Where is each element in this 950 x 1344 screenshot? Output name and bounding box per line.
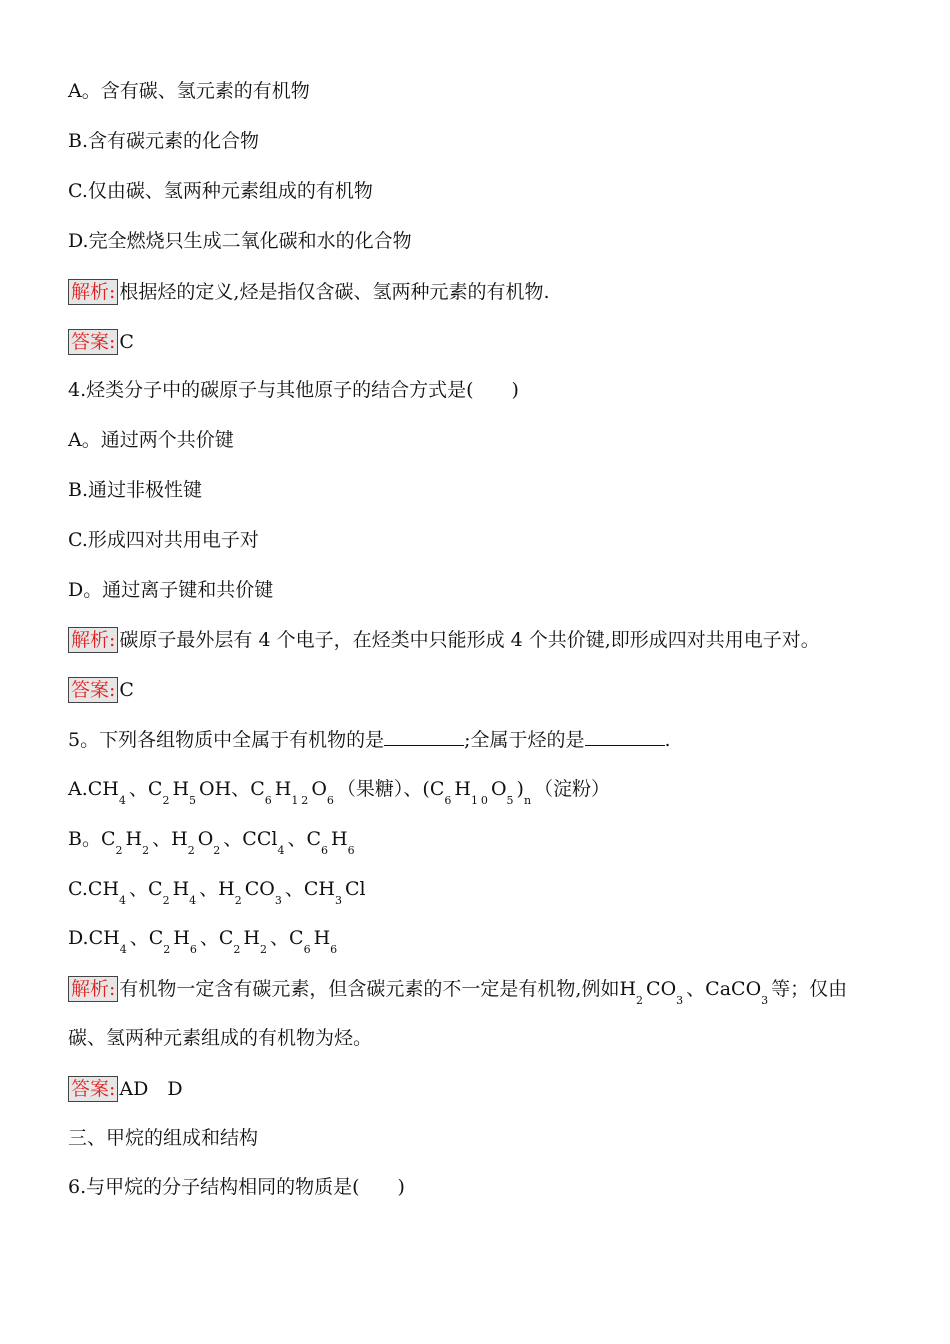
- q5-option-c: [68, 877, 366, 907]
- q5-analysis-cont: 碳、氢两种元素组成的有机物为烃。: [68, 1027, 373, 1049]
- q6-stem: 6.与甲烷的分子结构相同的物质是( ): [68, 1176, 405, 1198]
- subscript: 2: [636, 994, 647, 1007]
- answer-label: 答案:: [68, 677, 118, 703]
- note: （淀粉）: [534, 778, 611, 800]
- subscript: 2: [187, 844, 198, 857]
- subscript: 2: [260, 943, 270, 956]
- answer-blank-1[interactable]: [384, 727, 464, 746]
- subscript: 2: [163, 943, 174, 956]
- analysis-label: 解析:: [68, 279, 118, 305]
- q5-stem-text: 5。下列各组物质中全属于有机物的是: [68, 729, 385, 751]
- option-prefix: A.: [68, 778, 88, 800]
- answer-label: 答案:: [68, 329, 118, 355]
- subscript: 5: [189, 794, 200, 807]
- subscript: 2: [213, 844, 224, 857]
- q5-answer: [68, 1076, 183, 1102]
- separator: 、: [128, 778, 148, 800]
- formula: CH: [303, 878, 335, 900]
- q4-answer: [68, 677, 134, 703]
- subscript: 3: [761, 994, 772, 1007]
- formula: Cl: [345, 878, 366, 900]
- q4-option-d: D。通过离子键和共价键: [68, 579, 274, 601]
- formula: OH: [199, 778, 232, 800]
- formula: CH: [87, 778, 119, 800]
- analysis-text: 等；仅由: [771, 978, 848, 1000]
- q5-stem-end: .: [664, 729, 671, 751]
- subscript: 6: [321, 844, 331, 857]
- subscript: 2: [115, 844, 126, 857]
- answer-text: C: [119, 331, 134, 353]
- q3-option-a: A。含有碳、氢元素的有机物: [68, 80, 310, 102]
- formula: CCl: [242, 828, 278, 850]
- formula: H: [454, 778, 471, 800]
- subscript: 3: [274, 894, 285, 907]
- subscript: 4: [277, 844, 288, 857]
- subscript: 5: [506, 794, 517, 807]
- subscript: 3: [676, 994, 687, 1007]
- answer-text: AD D: [119, 1078, 183, 1100]
- separator: 、: [284, 878, 304, 900]
- analysis-label: 解析:: [68, 976, 118, 1002]
- formula: O: [311, 778, 327, 800]
- q4-option-a: A。通过两个共价键: [68, 429, 234, 451]
- q4-analysis: [68, 627, 820, 653]
- formula: CO: [244, 878, 275, 900]
- formula: C: [289, 927, 304, 949]
- subscript: 10: [470, 794, 491, 807]
- q4-option-b: B.通过非极性键: [68, 479, 203, 501]
- subscript: 2: [233, 943, 244, 956]
- separator: 、: [199, 878, 219, 900]
- answer-label: 答案:: [68, 1076, 118, 1102]
- formula: C: [218, 927, 234, 949]
- q5-stem: [68, 727, 671, 752]
- analysis-text: 根据烃的定义,烃是指仅含碳、氢两种元素的有机物.: [119, 281, 550, 303]
- subscript: 6: [189, 943, 200, 956]
- formula: H: [274, 778, 292, 800]
- q5-option-d: [68, 926, 341, 956]
- subscript: 2: [162, 894, 173, 907]
- option-prefix: C.: [68, 878, 88, 900]
- subscript: 4: [119, 894, 130, 907]
- option-prefix: B。: [68, 828, 101, 850]
- subscript: 6: [264, 794, 275, 807]
- subscript: 4: [189, 894, 200, 907]
- formula: C: [147, 778, 163, 800]
- separator: 、: [129, 878, 149, 900]
- formula: O: [197, 828, 214, 850]
- q3-answer: [68, 329, 134, 355]
- formula: CO: [646, 978, 677, 1000]
- formula: C: [100, 828, 116, 850]
- formula: H: [243, 927, 260, 949]
- separator: 、: [270, 927, 290, 949]
- note: （果糖）、: [336, 778, 423, 800]
- formula: ): [516, 778, 524, 800]
- formula: H: [125, 828, 143, 850]
- formula: H: [171, 828, 188, 850]
- subscript: 2: [162, 794, 173, 807]
- formula: H: [172, 778, 190, 800]
- formula: O: [490, 778, 507, 800]
- separator: 、: [287, 828, 307, 850]
- formula: CH: [88, 927, 120, 949]
- formula: C: [148, 878, 163, 900]
- subscript: 2: [142, 844, 153, 857]
- formula: C: [250, 778, 265, 800]
- subscript: 6: [326, 794, 337, 807]
- formula: H: [313, 927, 331, 949]
- formula: CaCO: [705, 978, 762, 1000]
- formula: (C: [422, 778, 445, 800]
- subscript: 6: [303, 943, 314, 956]
- q4-stem: 4.烃类分子中的碳原子与其他原子的结合方式是( ): [68, 379, 519, 401]
- subscript: 6: [347, 844, 358, 857]
- q5-analysis: [68, 976, 848, 1007]
- subscript: 6: [330, 943, 341, 956]
- option-prefix: D.: [68, 927, 89, 949]
- q3-option-c: C.仅由碳、氢两种元素组成的有机物: [68, 180, 373, 202]
- formula: H: [218, 878, 235, 900]
- formula: H: [619, 978, 637, 1000]
- formula: C: [148, 927, 164, 949]
- subscript: 3: [335, 894, 345, 907]
- analysis-text: 有机物一定含有碳元素，但含碳元素的不一定是有机物,例如: [119, 978, 620, 1000]
- subscript: 4: [119, 943, 130, 956]
- q4-option-c: C.形成四对共用电子对: [68, 529, 259, 551]
- separator: 、: [223, 828, 243, 850]
- formula: H: [331, 828, 348, 850]
- q3-analysis: [68, 279, 550, 305]
- answer-text: C: [119, 679, 134, 701]
- formula: H: [173, 927, 190, 949]
- answer-blank-2[interactable]: [585, 727, 665, 746]
- subscript: 12: [291, 794, 312, 807]
- q5-stem-text-2: ;全属于烃的是: [464, 729, 585, 751]
- subscript: 4: [118, 794, 129, 807]
- separator: 、: [129, 927, 149, 949]
- formula: C: [306, 828, 321, 850]
- separator: 、: [231, 778, 251, 800]
- formula: H: [172, 878, 190, 900]
- q5-option-b: [68, 827, 358, 857]
- q5-option-a: [68, 777, 611, 807]
- subscript: 6: [444, 794, 455, 807]
- separator: 、: [686, 978, 706, 1000]
- separator: 、: [199, 927, 219, 949]
- q3-option-b: B.含有碳元素的化合物: [68, 130, 260, 152]
- subscript: 2: [234, 894, 245, 907]
- q3-option-d: D.完全燃烧只生成二氧化碳和水的化合物: [68, 230, 412, 252]
- formula: CH: [87, 878, 120, 900]
- analysis-label: 解析:: [68, 627, 118, 653]
- analysis-text: 碳原子最外层有 4 个电子，在烃类中只能形成 4 个共价键,即形成四对共用电子对。: [119, 629, 820, 651]
- separator: 、: [152, 828, 172, 850]
- subscript: n: [523, 794, 535, 807]
- section-heading: 三、甲烷的组成和结构: [68, 1127, 259, 1149]
